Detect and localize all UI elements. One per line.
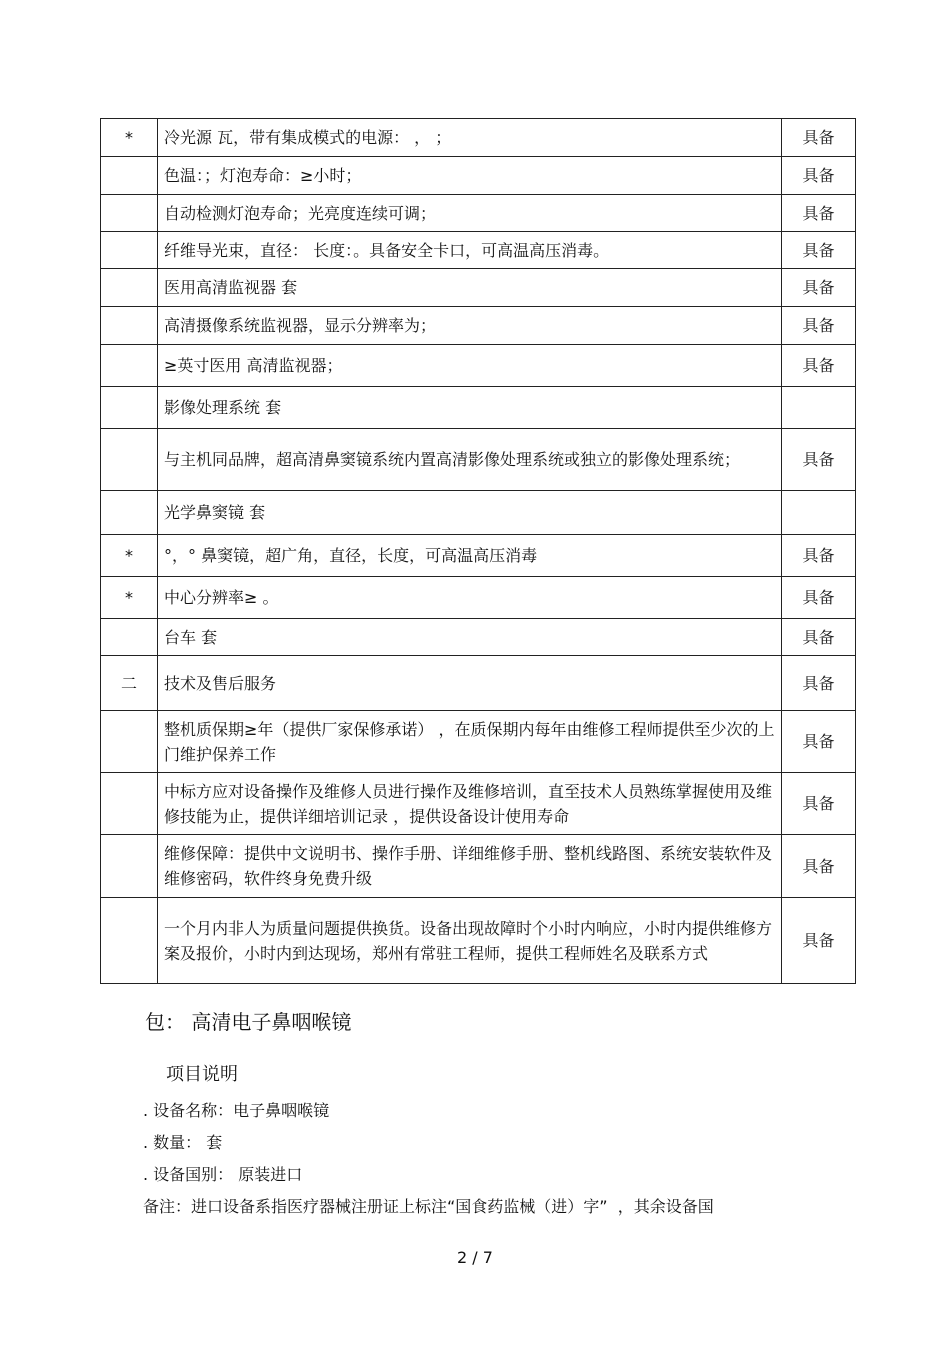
- origin-line: . 设备国别： 原装进口: [143, 1165, 303, 1184]
- row-response: 具备: [782, 232, 856, 269]
- row-response: 具备: [782, 711, 856, 773]
- row-description: 高清摄像系统监视器，显示分辨率为；: [158, 307, 782, 345]
- row-response: 具备: [782, 157, 856, 195]
- table-row: [101, 619, 856, 656]
- row-response: 具备: [782, 195, 856, 232]
- row-mark: [101, 387, 158, 429]
- table-row: [101, 195, 856, 232]
- device-name-line: . 设备名称：电子鼻咽喉镜: [143, 1101, 330, 1120]
- row-mark: [101, 773, 158, 835]
- table-row: [101, 269, 856, 307]
- row-response: 具备: [782, 898, 856, 984]
- row-mark: [101, 619, 158, 656]
- table-row: [101, 898, 856, 984]
- row-response: 具备: [782, 119, 856, 157]
- page-number: 2 / 7: [457, 1248, 493, 1267]
- row-mark: 二: [101, 656, 158, 711]
- table-row: [101, 491, 856, 535]
- table-row: [101, 345, 856, 387]
- table-row: [101, 232, 856, 269]
- row-mark: [101, 898, 158, 984]
- row-mark: [101, 307, 158, 345]
- row-mark: [101, 157, 158, 195]
- row-mark: [101, 835, 158, 898]
- row-description: 维修保障：提供中文说明书、操作手册、详细维修手册、整机线路图、系统安装软件及维修密码，软件终身免费升级: [158, 835, 782, 898]
- row-response: 具备: [782, 577, 856, 619]
- table-row: [101, 711, 856, 773]
- row-description: 技术及售后服务: [158, 656, 782, 711]
- table-row: [101, 119, 856, 157]
- row-mark: [101, 491, 158, 535]
- row-response: 具备: [782, 345, 856, 387]
- row-response: [782, 491, 856, 535]
- spec-table: [100, 118, 856, 984]
- row-response: [782, 387, 856, 429]
- row-description: 冷光源 瓦，带有集成模式的电源： ， ；: [158, 119, 782, 157]
- row-description: 影像处理系统 套: [158, 387, 782, 429]
- row-description: 医用高清监视器 套: [158, 269, 782, 307]
- table-row: [101, 307, 856, 345]
- row-description: 色温：；灯泡寿命：≥小时；: [158, 157, 782, 195]
- table-row: [101, 835, 856, 898]
- table-row: [101, 656, 856, 711]
- row-description: 台车 套: [158, 619, 782, 656]
- row-description: 纤维导光束，直径： 长度：。具备安全卡口，可高温高压消毒。: [158, 232, 782, 269]
- table-row: [101, 387, 856, 429]
- row-description: 一个月内非人为质量问题提供换货。设备出现故障时个小时内响应，小时内提供维修方案及报价，小时内到达现场，郑州有常驻工程师，提供工程师姓名及联系方式: [158, 898, 782, 984]
- row-response: 具备: [782, 773, 856, 835]
- row-mark: [101, 269, 158, 307]
- row-description: ≥英寸医用 高清监视器；: [158, 345, 782, 387]
- row-response: 具备: [782, 835, 856, 898]
- row-description: 与主机同品牌，超高清鼻窦镜系统内置高清影像处理系统或独立的影像处理系统；: [158, 429, 782, 491]
- row-description: 整机质保期≥年（提供厂家保修承诺） ，在质保期内每年由维修工程师提供至少次的上门维护保养工作: [158, 711, 782, 773]
- row-mark: *: [101, 535, 158, 577]
- table-row: [101, 535, 856, 577]
- row-response: 具备: [782, 307, 856, 345]
- row-response: 具备: [782, 429, 856, 491]
- row-response: 具备: [782, 269, 856, 307]
- quantity-line: . 数量： 套: [143, 1133, 223, 1152]
- row-response: 具备: [782, 619, 856, 656]
- row-mark: *: [101, 119, 158, 157]
- row-description: °，° 鼻窦镜，超广角，直径，长度，可高温高压消毒: [158, 535, 782, 577]
- section-subtitle: 项目说明: [166, 1064, 238, 1085]
- row-mark: *: [101, 577, 158, 619]
- row-description: 中心分辨率≥ 。: [158, 577, 782, 619]
- row-mark: [101, 345, 158, 387]
- row-mark: [101, 195, 158, 232]
- row-mark: [101, 429, 158, 491]
- section-title: 包： 高清电子鼻咽喉镜: [145, 1010, 352, 1034]
- table-row: [101, 157, 856, 195]
- table-row: [101, 773, 856, 835]
- row-mark: [101, 711, 158, 773]
- remark-line: 备注：进口设备系指医疗器械注册证上标注“国食药监械（进）字” ，其余设备国: [143, 1197, 714, 1216]
- row-description: 光学鼻窦镜 套: [158, 491, 782, 535]
- row-mark: [101, 232, 158, 269]
- row-description: 自动检测灯泡寿命；光亮度连续可调；: [158, 195, 782, 232]
- row-response: 具备: [782, 656, 856, 711]
- table-row: [101, 429, 856, 491]
- row-description: 中标方应对设备操作及维修人员进行操作及维修培训，直至技术人员熟练掌握使用及维修技能为止，提供详细培训记录 ，提供设备设计使用寿命: [158, 773, 782, 835]
- table-row: [101, 577, 856, 619]
- row-response: 具备: [782, 535, 856, 577]
